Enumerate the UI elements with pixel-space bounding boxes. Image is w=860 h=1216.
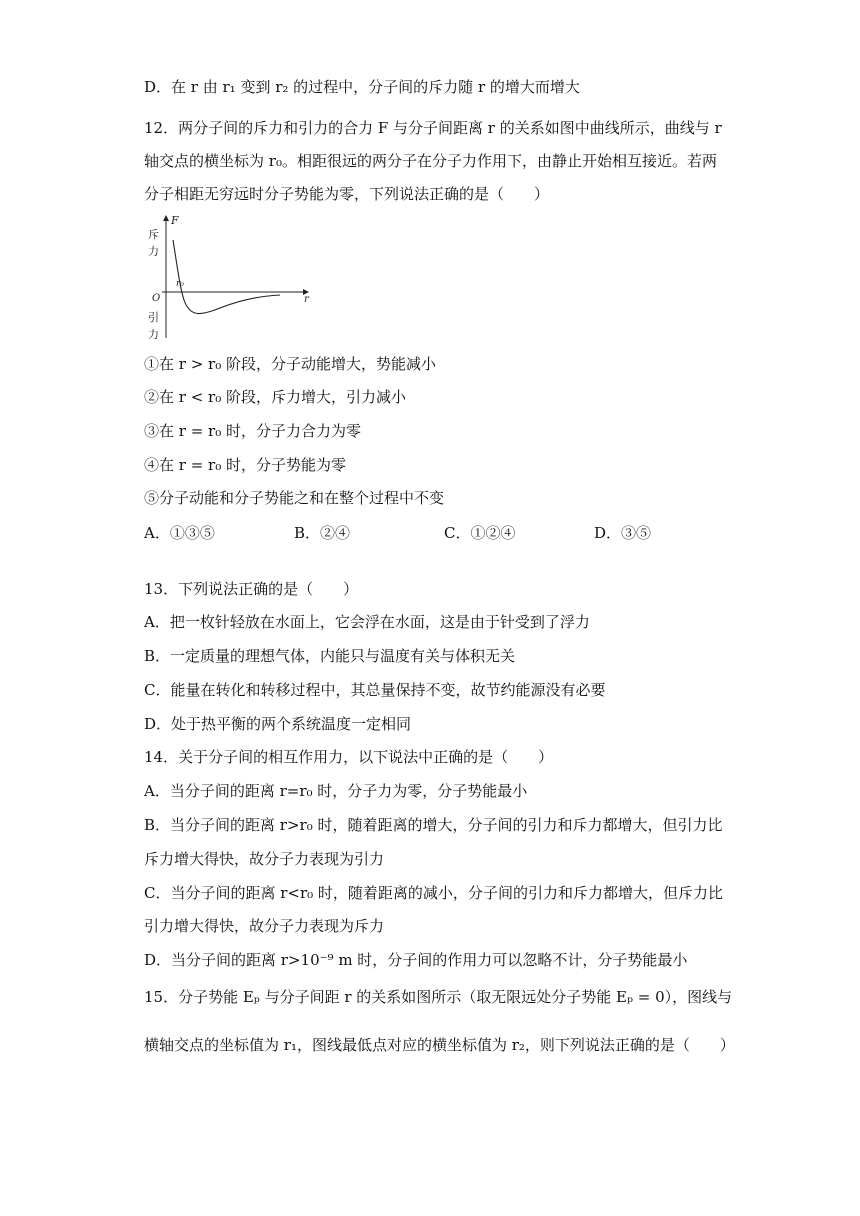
x-axis-label: r (304, 294, 309, 305)
q15-stem-line-2: 横轴交点的坐标值为 r₁，图线最低点对应的横坐标值为 r₂，则下列说法正确的是（ ） (144, 1036, 735, 1054)
q14-stem: 14．关于分子间的相互作用力，以下说法中正确的是（ ） (144, 748, 554, 766)
q12-option-d: D．③⑤ (594, 524, 652, 542)
attraction-label-2: 力 (148, 328, 159, 341)
q12-option-c: C．①②④ (444, 524, 516, 542)
repulsion-label-1: 斥 (148, 228, 159, 241)
q12-option-a: A．①③⑤ (144, 524, 215, 542)
q11-option-d: D．在 r 由 r₁ 变到 r₂ 的过程中，分子间的斥力随 r 的增大而增大 (144, 78, 580, 96)
repulsion-label-2: 力 (148, 245, 159, 258)
origin-label: O (152, 293, 161, 304)
force-curve (173, 240, 280, 314)
q12-statement-4: ④在 r = r₀ 时，分子势能为零 (144, 456, 346, 474)
q13-option-d: D．处于热平衡的两个系统温度一定相同 (144, 715, 412, 733)
q12-statement-5: ⑤分子动能和分子势能之和在整个过程中不变 (144, 489, 445, 507)
q13-option-b: B．一定质量的理想气体，内能只与温度有关与体积无关 (144, 647, 516, 665)
q14-option-c-line-2: 引力增大得快，故分子力表现为斥力 (144, 917, 385, 935)
q12-statement-1: ①在 r > r₀ 阶段，分子动能增大，势能减小 (144, 355, 436, 373)
q12-stem-line-1: 12．两分子间的斥力和引力的合力 F 与分子间距离 r 的关系如图中曲线所示，曲线与 r (144, 119, 722, 137)
q15-stem-line-1: 15．分子势能 Eₚ 与分子间距 r 的关系如图所示（取无限远处分子势能 Eₚ = 0），图线与 (144, 988, 733, 1006)
q14-option-d: D．当分子间的距离 r>10⁻⁹ m 时，分子间的作用力可以忽略不计，分子势能最小 (144, 951, 688, 969)
q12-statement-2: ②在 r < r₀ 阶段，斥力增大，引力减小 (144, 388, 406, 406)
q14-option-b-line-1: B．当分子间的距离 r>r₀ 时，随着距离的增大，分子间的引力和斥力都增大，但引力比 (144, 816, 723, 834)
attraction-label-1: 引 (148, 311, 159, 324)
q14-option-a: A．当分子间的距离 r=r₀ 时，分子力为零，分子势能最小 (144, 782, 528, 800)
q12-option-b: B．②④ (294, 524, 351, 542)
q13-option-c: C．能量在转化和转移过程中，其总量保持不变，故节约能源没有必要 (144, 681, 606, 699)
q13-stem: 13．下列说法正确的是（ ） (144, 580, 359, 598)
q12-statement-3: ③在 r = r₀ 时，分子力合力为零 (144, 422, 361, 440)
q13-option-a: A．把一枚针轻放在水面上，它会浮在水面，这是由于针受到了浮力 (144, 613, 590, 631)
y-axis-label: F (171, 214, 179, 227)
q12-stem-line-3: 分子相距无穷远时分子势能为零，下列说法正确的是（ ） (144, 185, 550, 203)
q14-option-c-line-1: C．当分子间的距离 r<r₀ 时，随着距离的减小，分子间的引力和斥力都增大，但斥力比 (144, 884, 723, 902)
q14-option-b-line-2: 斥力增大得快，故分子力表现为引力 (144, 850, 385, 868)
r0-label: r₀ (176, 279, 184, 289)
q12-stem-line-2: 轴交点的横坐标为 r₀。相距很远的两分子在分子力作用下，由静止开始相互接近。若两 (144, 152, 717, 170)
force-distance-graph (140, 210, 320, 345)
